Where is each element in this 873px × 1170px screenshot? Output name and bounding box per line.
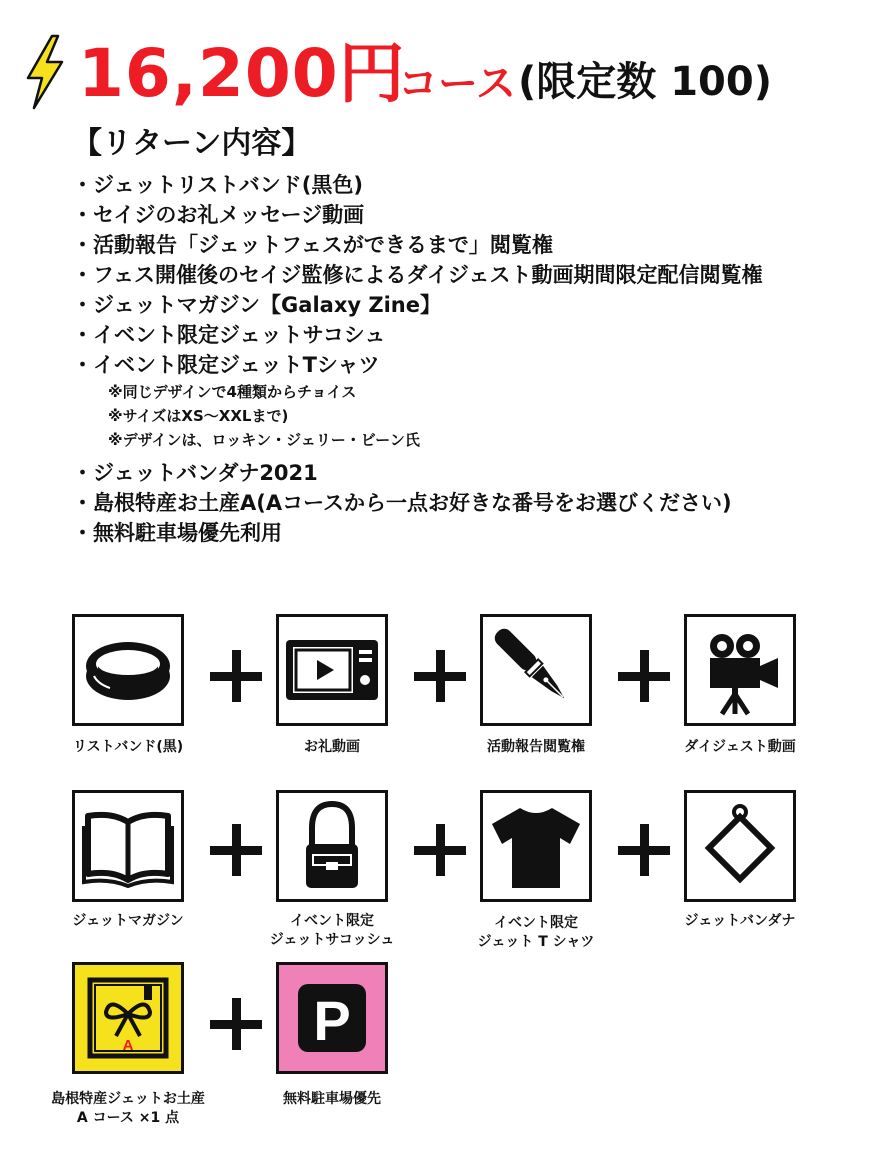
gift-icon [72,962,184,1074]
gift-label: A [122,1037,134,1054]
plus-sign [208,996,264,1052]
movie-camera-icon [684,614,796,726]
return-item: ・活動報告「ジェットフェスができるまで」閲覧権 [72,233,553,257]
limited-count: (限定数 100) [518,59,772,105]
return-item: ・ジェットバンダナ2021 [72,461,318,485]
icon-caption: 無料駐車場優先 [283,1091,381,1107]
icon-caption: 島根特産ジェットお土産 [51,1091,205,1107]
icon-caption: ダイジェスト動画 [684,739,796,755]
icon-caption: A コース ×1 点 [76,1110,180,1126]
return-item: ・セイジのお礼メッセージ動画 [72,203,365,227]
return-item: ・イベント限定ジェットサコシュ [72,323,386,347]
t-shirt-icon [480,790,592,902]
icon-caption: イベント限定 [494,915,578,931]
open-book-icon [72,790,184,902]
icon-caption: ジェット T シャツ [477,934,595,950]
icon-caption: ジェットバンダナ [684,913,796,929]
course-label: コース [398,61,516,107]
price-heading: 16,200円 [78,35,406,112]
bandana-icon [684,790,796,902]
icon-caption: お礼動画 [304,739,360,755]
icon-caption: ジェットマガジン [72,913,184,929]
plus-sign [412,822,468,878]
plus-sign [616,822,672,878]
icon-caption: イベント限定 [290,913,374,929]
icon-caption: 活動報告閲覧権 [487,739,585,755]
return-note: ※サイズはXS〜XXLまで) [108,407,289,425]
fountain-pen-icon [480,614,592,726]
plus-sign [208,648,264,704]
parking-label: P [313,989,351,1052]
return-item: ・イベント限定ジェットTシャツ [72,353,380,377]
plus-sign [616,648,672,704]
plus-sign [208,822,264,878]
return-item: ・無料駐車場優先利用 [72,521,282,545]
return-note: ※デザインは、ロッキン・ジェリー・ビーン氏 [108,431,420,449]
returns-title: 【リターン内容】 [72,126,312,161]
return-item: ・ジェットリストバンド(黒色) [72,173,363,197]
return-item: ・ジェットマガジン【Galaxy Zine】 [72,293,441,317]
lightning-bolt-icon [22,34,66,110]
icon-caption: リストバンド(黒) [72,739,184,755]
video-player-icon [276,614,388,726]
return-note: ※同じデザインで4種類からチョイス [108,383,357,401]
sacoche-bag-icon [276,790,388,902]
icon-caption: ジェットサコッシュ [269,932,395,948]
plus-sign [412,648,468,704]
return-item: ・フェス開催後のセイジ監修によるダイジェスト動画期間限定配信閲覧権 [72,263,763,287]
return-item: ・島根特産お土産A(Aコースから一点お好きな番号をお選びください) [72,491,732,515]
wristband-icon [72,614,184,726]
parking-icon [276,962,388,1074]
